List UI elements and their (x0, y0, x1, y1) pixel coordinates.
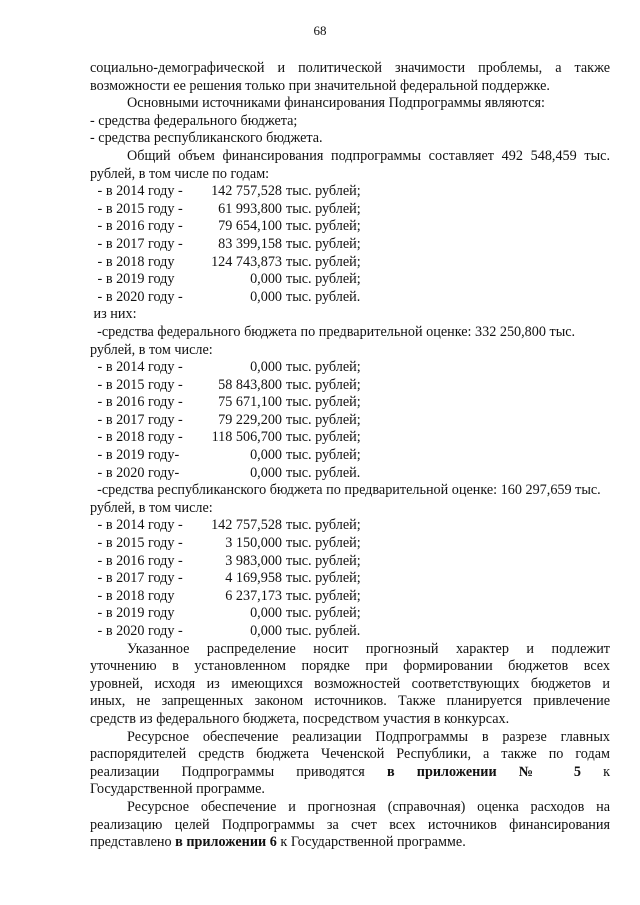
paragraph-line: Ресурсное обеспечение реализации Подпрограммы в разрезе главных (127, 728, 610, 745)
document-body (90, 60, 610, 852)
paragraph-line: средств из федерального бюджета, посредством участия в конкурсах. (90, 710, 510, 727)
list-item: - в 2017 году - 79 229,200 тыс. рублей; (94, 411, 361, 428)
paragraph-line: реализацию целей Подпрограммы за счет всех источников финансирования (90, 816, 610, 833)
list-item: - в 2016 году - 75 671,100 тыс. рублей; (94, 394, 361, 411)
total-line: Общий объем финансирования подпрограммы составляет 492 548,459 тыс. (127, 147, 610, 164)
list-item: - в 2019 году- 0,000 тыс. рублей; (94, 447, 361, 464)
republican-by-year-list (90, 517, 610, 640)
list-item: - в 2018 году 6 237,173 тыс. рублей; (94, 587, 361, 604)
list-item: - в 2015 году - 58 843,800 тыс. рублей; (94, 376, 361, 393)
total-line: рублей, в том числе по годам: (90, 165, 270, 182)
sources-heading: Основными источниками финансирования Подпрограммы являются: (127, 95, 545, 112)
list-item: - в 2016 году - 3 983,000 тыс. рублей; (94, 552, 361, 569)
paragraph-line: уровней, исходя из имеющихся возможностей соответствующих бюджетов и (90, 675, 610, 692)
total-by-year-list (90, 183, 610, 306)
list-item: - в 2014 году - 142 757,528 тыс. рублей; (94, 517, 361, 534)
paragraph-line: Указанное распределение носит прогнозный характер и подлежит (127, 640, 610, 657)
republican-line: рублей, в том числе: (90, 499, 213, 516)
list-item: - в 2014 году - 0,000 тыс. рублей; (94, 359, 361, 376)
paragraph-line: уточнению в установленном порядке при формировании бюджетов всех (90, 658, 610, 675)
list-item: - в 2019 году 0,000 тыс. рублей; (94, 271, 361, 288)
federal-by-year-list (90, 359, 610, 482)
paragraph-line: иных, не запрещенных законом источников. Также планируется привлечение (90, 693, 610, 710)
page-number: 68 (313, 23, 327, 38)
federal-line: -средства федерального бюджета по предварительной оценке: 332 250,800 тыс. (90, 323, 576, 340)
paragraph-line: Государственной программе. (90, 781, 265, 798)
list-item: - в 2014 году - 142 757,528 тыс. рублей; (94, 183, 361, 200)
list-item: - в 2015 году - 61 993,800 тыс. рублей; (94, 200, 361, 217)
list-item: - в 2015 году - 3 150,000 тыс. рублей; (94, 535, 361, 552)
source-item: - средства федерального бюджета; (90, 112, 298, 129)
paragraph-line: реализации Подпрограммы приводятся в приложении № 5 к (90, 763, 610, 780)
list-item: - в 2018 году 124 743,873 тыс. рублей; (94, 253, 361, 270)
source-item: - средства республиканского бюджета. (90, 130, 323, 147)
intro-line: социально-демографической и политической значимости проблемы, а также (90, 60, 610, 76)
appendix-reference: в приложении 6 (175, 834, 277, 851)
list-item: - в 2016 году - 79 654,100 тыс. рублей; (94, 218, 361, 235)
list-item: - в 2017 году - 83 399,158 тыс. рублей; (94, 235, 361, 252)
intro-line: возможности ее решения только при значительной федеральной поддержке. (90, 77, 550, 94)
list-item: - в 2018 году - 118 506,700 тыс. рублей; (94, 429, 361, 446)
paragraph-line: представлено в приложении 6 к Государственной программе. (90, 834, 466, 851)
republican-line: -средства республиканского бюджета по предварительной оценке: 160 297,659 тыс. (90, 482, 601, 499)
list-item: - в 2020 году - 0,000 тыс. рублей. (94, 623, 361, 639)
list-item: - в 2020 году- 0,000 тыс. рублей. (94, 464, 361, 481)
appendix-reference: в приложении № 5 (386, 763, 581, 780)
resource-paragraph (90, 729, 610, 799)
of-which-label: из них: (90, 306, 137, 323)
forecast-paragraph (90, 641, 610, 729)
paragraph-line: Ресурсное обеспечение и прогнозная (справочная) оценка расходов на (127, 798, 610, 815)
list-item: - в 2020 году - 0,000 тыс. рублей. (94, 288, 361, 305)
list-item: - в 2019 году 0,000 тыс. рублей; (94, 605, 361, 622)
estimate-paragraph (90, 799, 610, 852)
list-item: - в 2017 году - 4 169,958 тыс. рублей; (94, 570, 361, 587)
federal-line: рублей, в том числе: (90, 341, 213, 358)
paragraph-line: распорядителей средств бюджета Чеченской Республики, а также по годам (90, 746, 610, 763)
